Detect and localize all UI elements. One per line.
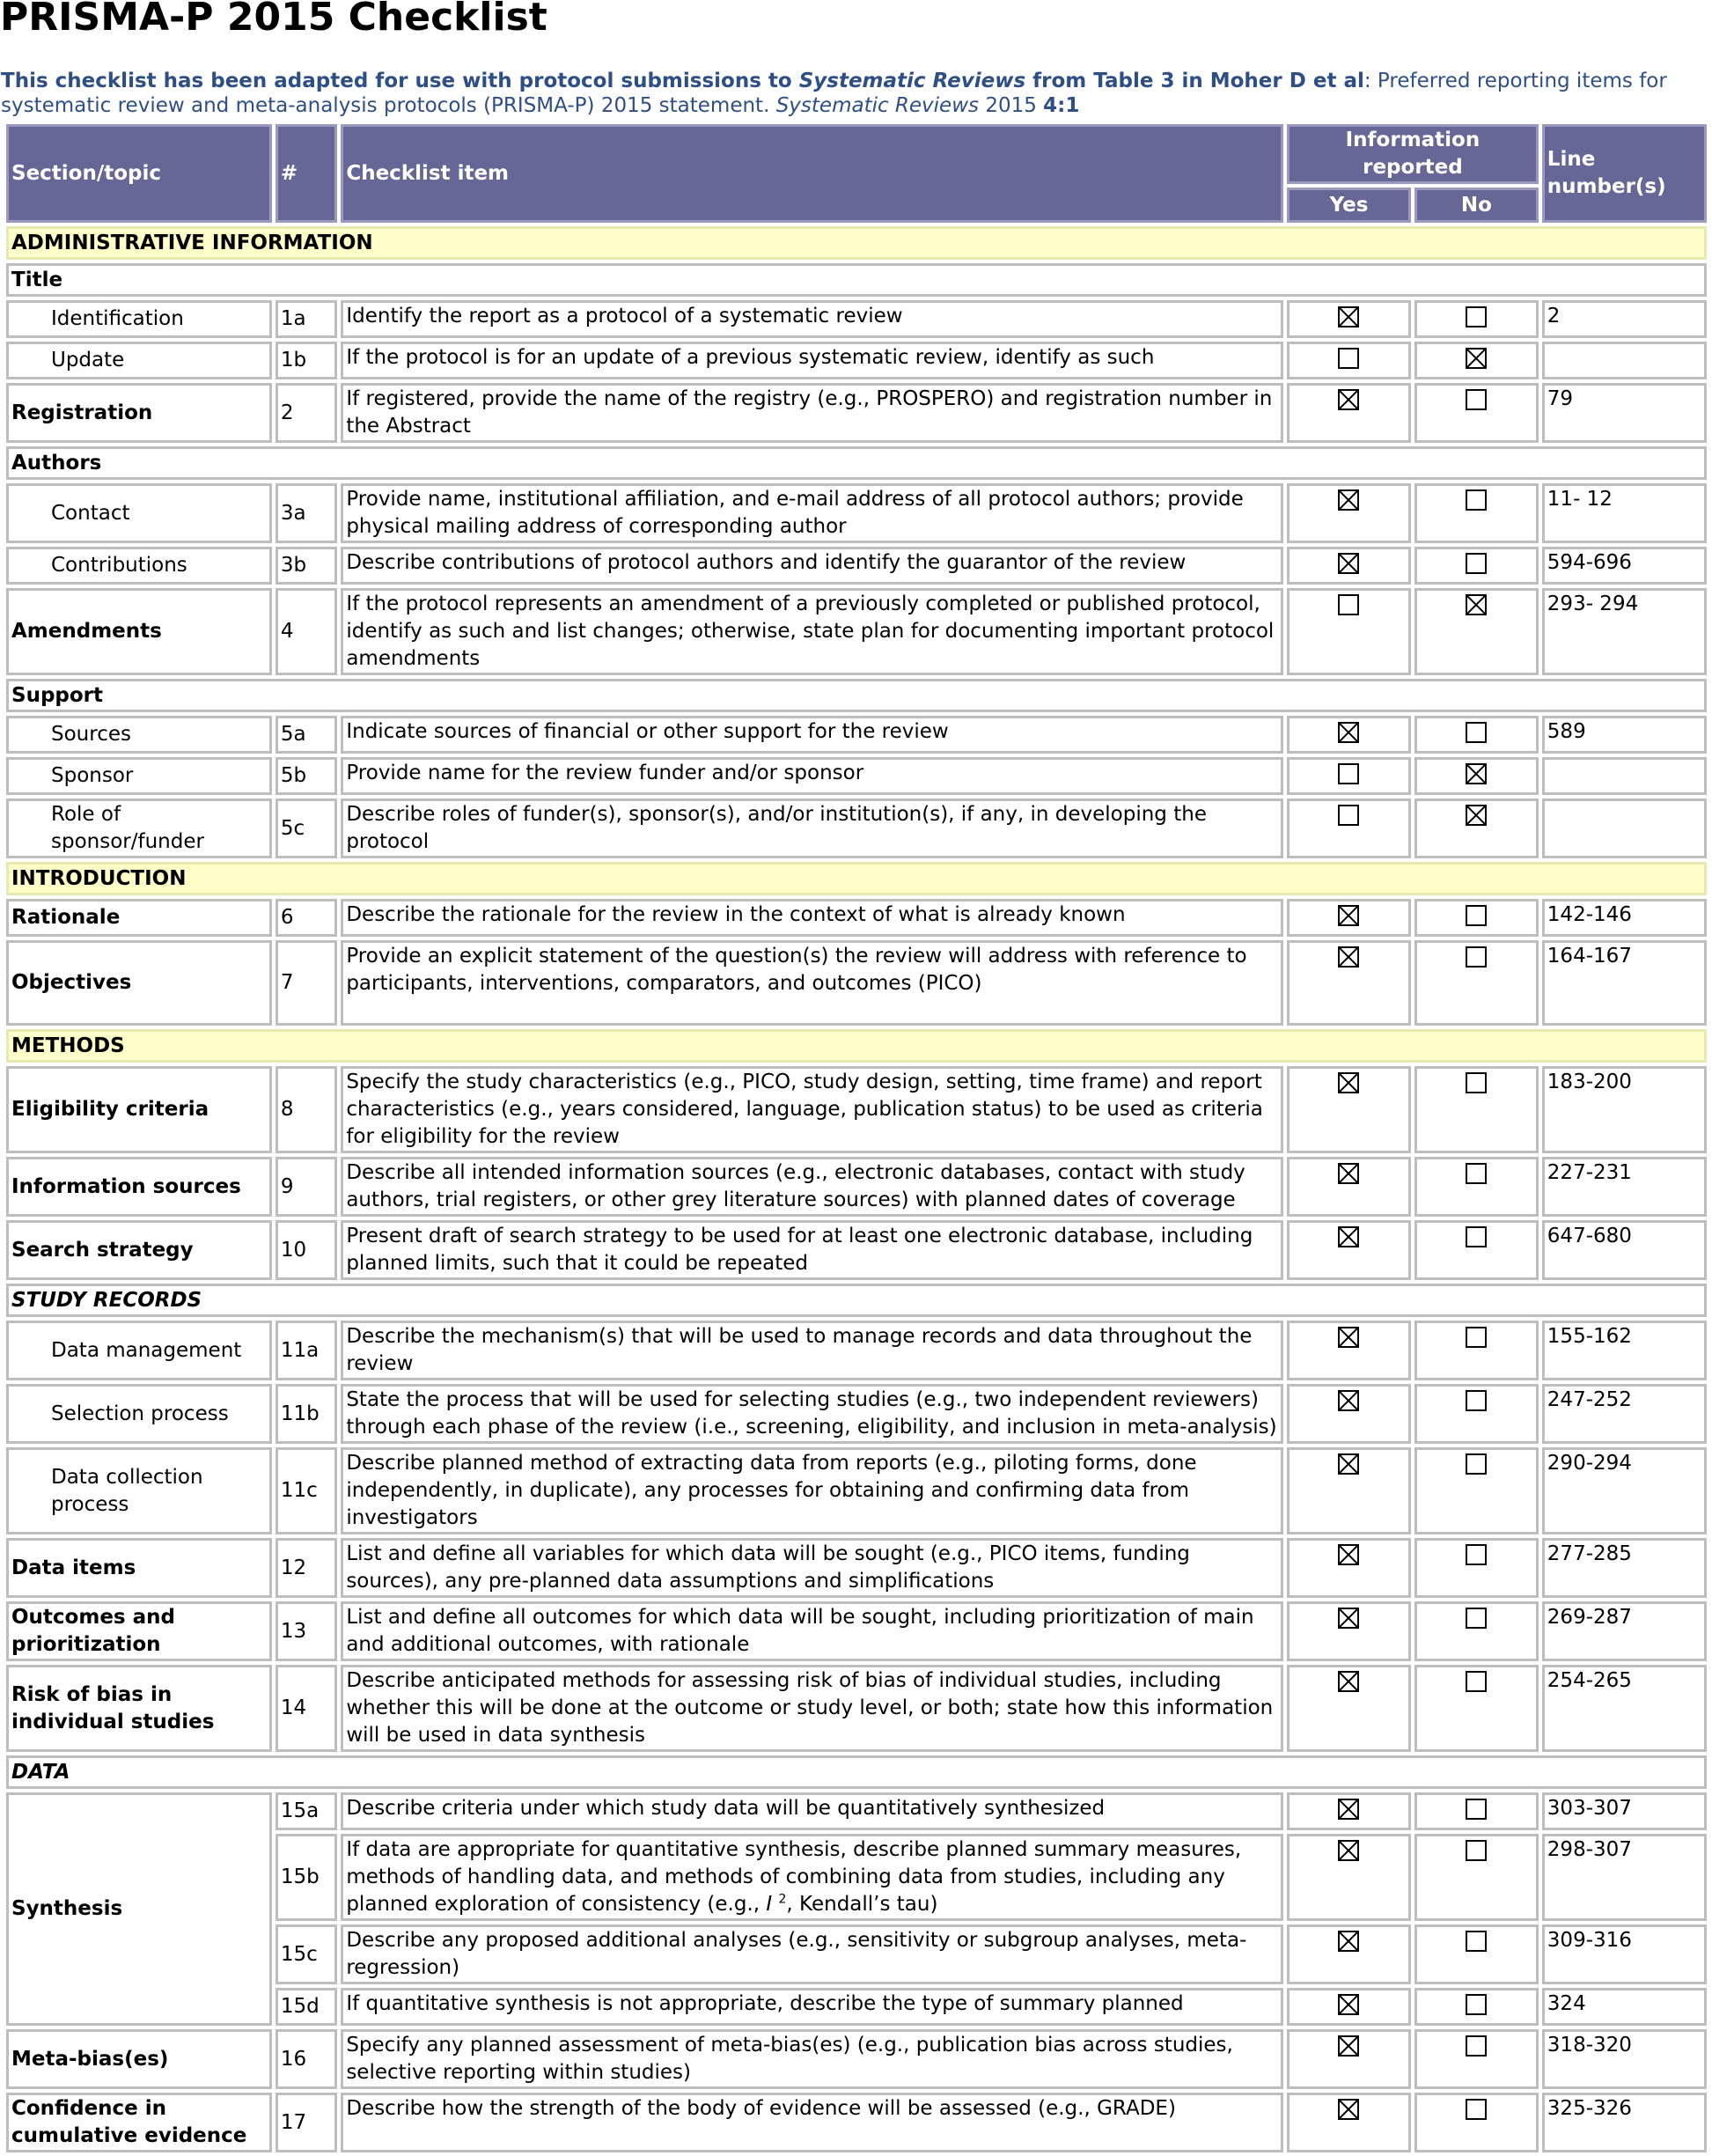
row-line-numbers: 183-200 [1542,1066,1707,1153]
section-header: ADMINISTRATIVE INFORMATION [6,226,1707,260]
item-text: Provide name, institutional affiliation, and e-mail address of all protocol authors; provide physical mailing address of corresponding author [346,488,1244,538]
reported-yes-cell [1287,940,1411,1026]
header-line: Line number(s) [1542,124,1707,223]
row-line-numbers: 155-162 [1542,1321,1707,1380]
subtitle-part: : Preferred reporting items for systematic review and meta-analysis protocols (PRISMA-P) 2015 statement. [1,70,1667,117]
reported-no-cell [1414,1538,1539,1598]
header-section: Section/topic [6,124,272,223]
row-checklist-item [341,383,1283,443]
row-line-numbers: 79 [1542,383,1707,443]
row-line-numbers: 293- 294 [1542,588,1707,675]
row-line-numbers [1542,757,1707,795]
reported-no-cell [1414,1601,1539,1661]
header-num: # [276,124,337,223]
row-checklist-item [341,342,1283,379]
reported-no-cell [1414,2093,1539,2152]
checkbox-yes-icon[interactable] [1338,1390,1359,1411]
reported-yes-cell [1287,1988,1411,2026]
reported-no-cell [1414,716,1539,754]
row-topic: Eligibility criteria [6,1066,272,1153]
table-row [6,940,1707,1026]
checkbox-yes-icon[interactable] [1338,2035,1359,2057]
checkbox-no-icon[interactable] [1466,1931,1487,1952]
row-topic: Data collection process [6,1447,272,1534]
subtitle [1,69,1673,118]
item-text-superscript: 2 [778,1892,787,1907]
row-number: 8 [276,1066,337,1153]
row-number: 2 [276,383,337,443]
checkbox-no-icon[interactable] [1466,805,1487,826]
row-checklist-item [341,1538,1283,1598]
page-title: PRISMA-P 2015 Checklist [0,0,547,40]
checkbox-yes-icon[interactable] [1338,946,1359,968]
row-number: 16 [276,2029,337,2089]
group-header: Authors [6,446,1707,480]
row-number: 3a [276,483,337,543]
row-topic: Sources [6,716,272,754]
checkbox-yes-icon[interactable] [1338,2099,1359,2120]
row-checklist-item [341,1665,1283,1752]
section-header-row [6,862,1707,895]
item-text: Describe all intended information sources (e.g., electronic databases, contact with study authors, trial registers, or other grey literature sources) with planned dates of coverage [346,1161,1245,1211]
group-header-row [6,1755,1707,1789]
subtitle-journal: Systematic Reviews [775,94,980,117]
row-topic: Data items [6,1538,272,1598]
reported-no-cell [1414,899,1539,937]
reported-yes-cell [1287,798,1411,858]
row-checklist-item [341,757,1283,795]
reported-yes-cell [1287,300,1411,338]
row-number: 5c [276,798,337,858]
row-checklist-item [341,1792,1283,1830]
row-line-numbers: 324 [1542,1988,1707,2026]
reported-yes-cell [1287,547,1411,585]
reported-yes-cell [1287,588,1411,675]
reported-yes-cell [1287,1924,1411,1984]
checkbox-no-icon[interactable] [1466,905,1487,926]
row-line-numbers: 269-287 [1542,1601,1707,1661]
row-number: 5a [276,716,337,754]
checkbox-yes-icon[interactable] [1338,1671,1359,1692]
row-checklist-item [341,716,1283,754]
row-number: 15c [276,1924,337,1984]
checkbox-no-icon[interactable] [1466,946,1487,968]
row-line-numbers: 142-146 [1542,899,1707,937]
reported-no-cell [1414,757,1539,795]
checkbox-yes-icon[interactable] [1338,389,1359,410]
table-row [6,483,1707,543]
row-line-numbers: 2 [1542,300,1707,338]
row-line-numbers: 164-167 [1542,940,1707,1026]
reported-no-cell [1414,300,1539,338]
row-checklist-item [341,899,1283,937]
table-row [6,1157,1707,1217]
checkbox-yes-icon[interactable] [1338,1072,1359,1093]
table-row [6,1538,1707,1598]
reported-yes-cell [1287,342,1411,379]
item-text: Describe roles of funder(s), sponsor(s), and/or institution(s), if any, in developing the protocol [346,803,1207,853]
checkbox-yes-icon[interactable] [1338,905,1359,926]
checkbox-yes-icon[interactable] [1338,1994,1359,2015]
row-line-numbers: 647-680 [1542,1220,1707,1280]
row-number: 10 [276,1220,337,1280]
table-row [6,588,1707,675]
subtitle-journal: Systematic Reviews [798,70,1026,92]
group-header-row [6,446,1707,480]
table-row [6,1601,1707,1661]
checklist-table [3,121,1710,2156]
reported-no-cell [1414,1384,1539,1444]
checkbox-no-icon[interactable] [1466,1163,1487,1184]
reported-yes-cell [1287,483,1411,543]
row-topic: Objectives [6,940,272,1026]
reported-no-cell [1414,1792,1539,1830]
checkbox-no-icon[interactable] [1466,1994,1487,2015]
row-number: 7 [276,940,337,1026]
table-row [6,899,1707,937]
reported-yes-cell [1287,1066,1411,1153]
row-line-numbers: 309-316 [1542,1924,1707,1984]
reported-yes-cell [1287,716,1411,754]
reported-no-cell [1414,342,1539,379]
item-text: Describe anticipated methods for assessing risk of bias of individual studies, including whether this will be done at the outcome or study level, or both; state how this information will be used in data synthesis [346,1669,1274,1747]
row-checklist-item [341,483,1283,543]
reported-yes-cell [1287,1157,1411,1217]
item-text: Identify the report as a protocol of a systematic review [346,305,903,327]
row-line-numbers: 254-265 [1542,1665,1707,1752]
row-number: 14 [276,1665,337,1752]
checkbox-no-icon[interactable] [1466,594,1487,615]
row-number: 15d [276,1988,337,2026]
row-number: 17 [276,2093,337,2152]
checkbox-yes-icon[interactable] [1338,553,1359,574]
row-checklist-item [341,1220,1283,1280]
table-row [6,1220,1707,1280]
row-number: 9 [276,1157,337,1217]
reported-yes-cell [1287,1321,1411,1380]
item-text: Describe criteria under which study data will be quantitatively synthesized [346,1797,1106,1820]
row-line-numbers: 247-252 [1542,1384,1707,1444]
item-text: Indicate sources of financial or other support for the review [346,720,949,743]
item-text: Specify any planned assessment of meta-bias(es) (e.g., publication bias across studies, selective reporting within studies) [346,2034,1233,2084]
row-checklist-item [341,588,1283,675]
checkbox-yes-icon[interactable] [1338,348,1359,369]
section-header: METHODS [6,1029,1707,1063]
checkbox-no-icon[interactable] [1466,1390,1487,1411]
row-number: 6 [276,899,337,937]
row-checklist-item [341,1321,1283,1380]
row-number: 15a [276,1792,337,1830]
checkbox-no-icon[interactable] [1466,489,1487,511]
row-topic: Confidence in cumulative evidence [6,2093,272,2152]
reported-yes-cell [1287,383,1411,443]
checkbox-no-icon[interactable] [1466,348,1487,369]
row-number: 11b [276,1384,337,1444]
checkbox-yes-icon[interactable] [1338,1931,1359,1952]
row-checklist-item [341,1384,1283,1444]
row-checklist-item [341,798,1283,858]
row-topic: Selection process [6,1384,272,1444]
row-line-numbers [1542,342,1707,379]
row-checklist-item [341,2093,1283,2152]
checkbox-yes-icon[interactable] [1338,1226,1359,1247]
section-header: INTRODUCTION [6,862,1707,895]
row-number: 12 [276,1538,337,1598]
reported-yes-cell [1287,1384,1411,1444]
checkbox-yes-icon[interactable] [1338,306,1359,327]
reported-yes-cell [1287,2029,1411,2089]
reported-no-cell [1414,1665,1539,1752]
subtitle-part: This checklist has been adapted for use with protocol submissions to [1,70,799,92]
row-topic: Data management [6,1321,272,1380]
item-text: Specify the study characteristics (e.g., PICO, study design, setting, time frame) and report characteristics (e.g., years considered, language, publication status) to be used as criteria for eligibility for the review [346,1071,1263,1148]
group-header: Title [6,263,1707,297]
checkbox-no-icon[interactable] [1466,1799,1487,1820]
checkbox-no-icon[interactable] [1466,1072,1487,1093]
item-text-italic: I [766,1893,773,1916]
group-header-row [6,1284,1707,1317]
checkbox-yes-icon[interactable] [1338,722,1359,743]
table-row [6,1384,1707,1444]
reported-yes-cell [1287,1538,1411,1598]
row-topic: Contributions [6,547,272,585]
row-topic: Role of sponsor/funder [6,798,272,858]
reported-yes-cell [1287,899,1411,937]
reported-yes-cell [1287,757,1411,795]
item-text: If the protocol represents an amendment of a previously completed or published protocol, identify as such and list changes; otherwise, state plan for documenting important protocol amendments [346,592,1275,670]
header-item: Checklist item [341,124,1283,223]
group-header: DATA [6,1755,1707,1789]
row-topic: Contact [6,483,272,543]
row-checklist-item [341,547,1283,585]
row-number: 1b [276,342,337,379]
row-checklist-item [341,940,1283,1026]
row-checklist-item [341,1157,1283,1217]
item-text: If the protocol is for an update of a previous systematic review, identify as such [346,346,1155,369]
item-text: If quantitative synthesis is not appropriate, describe the type of summary planned [346,1992,1184,2015]
table-row [6,716,1707,754]
item-text: Describe any proposed additional analyses (e.g., sensitivity or subgroup analyses, meta-regression) [346,1929,1247,1979]
row-line-numbers: 11- 12 [1542,483,1707,543]
item-text: If data are appropriate for quantitative synthesis, describe planned summary measures, methods of handling data, and methods of combining data from studies, including any planned exploration of consistency (e.g., [346,1838,1242,1916]
reported-no-cell [1414,798,1539,858]
checkbox-no-icon[interactable] [1466,2035,1487,2057]
item-text: Describe contributions of protocol authors and identify the guarantor of the review [346,551,1187,574]
row-checklist-item [341,1834,1283,1921]
checkbox-no-icon[interactable] [1466,1327,1487,1348]
row-topic: Risk of bias in individual studies [6,1665,272,1752]
row-topic: Registration [6,383,272,443]
row-checklist-item [341,1066,1283,1153]
reported-no-cell [1414,588,1539,675]
reported-no-cell [1414,483,1539,543]
row-line-numbers: 589 [1542,716,1707,754]
reported-yes-cell [1287,1447,1411,1534]
reported-yes-cell [1287,1834,1411,1921]
checkbox-no-icon[interactable] [1466,2099,1487,2120]
row-line-numbers: 318-320 [1542,2029,1707,2089]
checkbox-yes-icon[interactable] [1338,1163,1359,1184]
section-header-row [6,226,1707,260]
checkbox-yes-icon[interactable] [1338,805,1359,826]
subtitle-part: from Table 3 in Moher D et al [1025,70,1364,92]
checkbox-no-icon[interactable] [1466,1840,1487,1861]
row-number: 4 [276,588,337,675]
checkbox-yes-icon[interactable] [1338,1608,1359,1629]
row-number: 11a [276,1321,337,1380]
row-topic: Amendments [6,588,272,675]
row-checklist-item [341,1988,1283,2026]
reported-no-cell [1414,1220,1539,1280]
row-topic: Search strategy [6,1220,272,1280]
row-checklist-item [341,2029,1283,2089]
table-row [6,300,1707,338]
table-row [6,547,1707,585]
item-text: List and define all variables for which data will be sought (e.g., PICO items, funding sources), any pre-planned data assumptions and simplifications [346,1542,1190,1593]
checkbox-no-icon[interactable] [1466,722,1487,743]
subtitle-part: 2015 [979,94,1044,117]
checkbox-yes-icon[interactable] [1338,763,1359,784]
reported-yes-cell [1287,1220,1411,1280]
row-line-numbers [1542,798,1707,858]
reported-no-cell [1414,1834,1539,1921]
checkbox-no-icon[interactable] [1466,306,1487,327]
checkbox-yes-icon[interactable] [1338,1327,1359,1348]
item-text: Describe how the strength of the body of evidence will be assessed (e.g., GRADE) [346,2097,1176,2120]
checkbox-no-icon[interactable] [1466,1226,1487,1247]
checkbox-yes-icon[interactable] [1338,1799,1359,1820]
reported-no-cell [1414,1066,1539,1153]
row-number: 1a [276,300,337,338]
table-row [6,1665,1707,1752]
row-checklist-item [341,300,1283,338]
item-text: Provide name for the review funder and/or sponsor [346,762,864,784]
checkbox-yes-icon[interactable] [1338,594,1359,615]
reported-no-cell [1414,1924,1539,1984]
row-checklist-item [341,1601,1283,1661]
item-text-end: , Kendall’s tau) [786,1893,938,1916]
item-text: List and define all outcomes for which data will be sought, including prioritization of main and additional outcomes, with rationale [346,1606,1254,1656]
reported-no-cell [1414,940,1539,1026]
reported-yes-cell [1287,2093,1411,2152]
row-checklist-item [341,1924,1283,1984]
row-number: 5b [276,757,337,795]
header-no: No [1414,188,1539,223]
table-row [6,1447,1707,1534]
row-line-numbers: 277-285 [1542,1538,1707,1598]
table-row [6,383,1707,443]
table-row [6,1792,1707,1830]
row-number: 11c [276,1447,337,1534]
row-line-numbers: 227-231 [1542,1157,1707,1217]
item-text: If registered, provide the name of the registry (e.g., PROSPERO) and registration number in the Abstract [346,387,1273,438]
checkbox-no-icon[interactable] [1466,1608,1487,1629]
row-line-numbers: 298-307 [1542,1834,1707,1921]
group-header: Support [6,679,1707,712]
row-topic: Rationale [6,899,272,937]
row-number: 15b [276,1834,337,1921]
item-text: State the process that will be used for selecting studies (e.g., two independent reviewers) through each phase of the review (i.e., screening, eligibility, and inclusion in meta-analysis) [346,1388,1277,1439]
row-topic: Update [6,342,272,379]
checkbox-no-icon[interactable] [1466,389,1487,410]
table-row [6,1321,1707,1380]
checkbox-no-icon[interactable] [1466,553,1487,574]
checkbox-yes-icon[interactable] [1338,489,1359,511]
header-yes: Yes [1287,188,1411,223]
reported-yes-cell [1287,1665,1411,1752]
table-row [6,342,1707,379]
checkbox-yes-icon[interactable] [1338,1544,1359,1565]
row-line-numbers: 303-307 [1542,1792,1707,1830]
group-header-row [6,679,1707,712]
checkbox-no-icon[interactable] [1466,1544,1487,1565]
table-row [6,757,1707,795]
row-number: 3b [276,547,337,585]
row-checklist-item [341,1447,1283,1534]
reported-no-cell [1414,1988,1539,2026]
reported-no-cell [1414,1447,1539,1534]
reported-no-cell [1414,383,1539,443]
item-text: Describe planned method of extracting data from reports (e.g., piloting forms, done independently, in duplicate), any processes for obtaining and confirming data from investigators [346,1452,1197,1529]
row-topic: Meta-bias(es) [6,2029,272,2089]
checkbox-no-icon[interactable] [1466,1453,1487,1475]
reported-no-cell [1414,547,1539,585]
row-topic: Outcomes and prioritization [6,1601,272,1661]
subtitle-part: 4:1 [1043,94,1080,117]
reported-no-cell [1414,1157,1539,1217]
table-row [6,2029,1707,2089]
table-row [6,798,1707,858]
item-text: Present draft of search strategy to be used for at least one electronic database, including planned limits, such that it could be repeated [346,1225,1253,1275]
reported-no-cell [1414,1321,1539,1380]
checklist-body [6,226,1707,2152]
reported-yes-cell [1287,1792,1411,1830]
checkbox-no-icon[interactable] [1466,1671,1487,1692]
row-topic: Synthesis [6,1792,272,2026]
row-topic: Information sources [6,1157,272,1217]
row-line-numbers: 594-696 [1542,547,1707,585]
item-text: Describe the rationale for the review in the context of what is already known [346,903,1126,926]
checkbox-yes-icon[interactable] [1338,1453,1359,1475]
table-row [6,2093,1707,2152]
checkbox-no-icon[interactable] [1466,763,1487,784]
row-line-numbers: 325-326 [1542,2093,1707,2152]
row-topic: Identification [6,300,272,338]
group-header: STUDY RECORDS [6,1284,1707,1317]
item-text: Provide an explicit statement of the question(s) the review will address with reference to participants, interventions, comparators, and outcomes (PICO) [346,945,1247,995]
table-row [6,1066,1707,1153]
row-number: 13 [276,1601,337,1661]
section-header-row [6,1029,1707,1063]
reported-yes-cell [1287,1601,1411,1661]
group-header-row [6,263,1707,297]
header-info: Information reported [1287,124,1539,184]
checkbox-yes-icon[interactable] [1338,1840,1359,1861]
row-topic: Sponsor [6,757,272,795]
item-text: Describe the mechanism(s) that will be used to manage records and data throughout the review [346,1325,1253,1375]
reported-no-cell [1414,2029,1539,2089]
row-line-numbers: 290-294 [1542,1447,1707,1534]
